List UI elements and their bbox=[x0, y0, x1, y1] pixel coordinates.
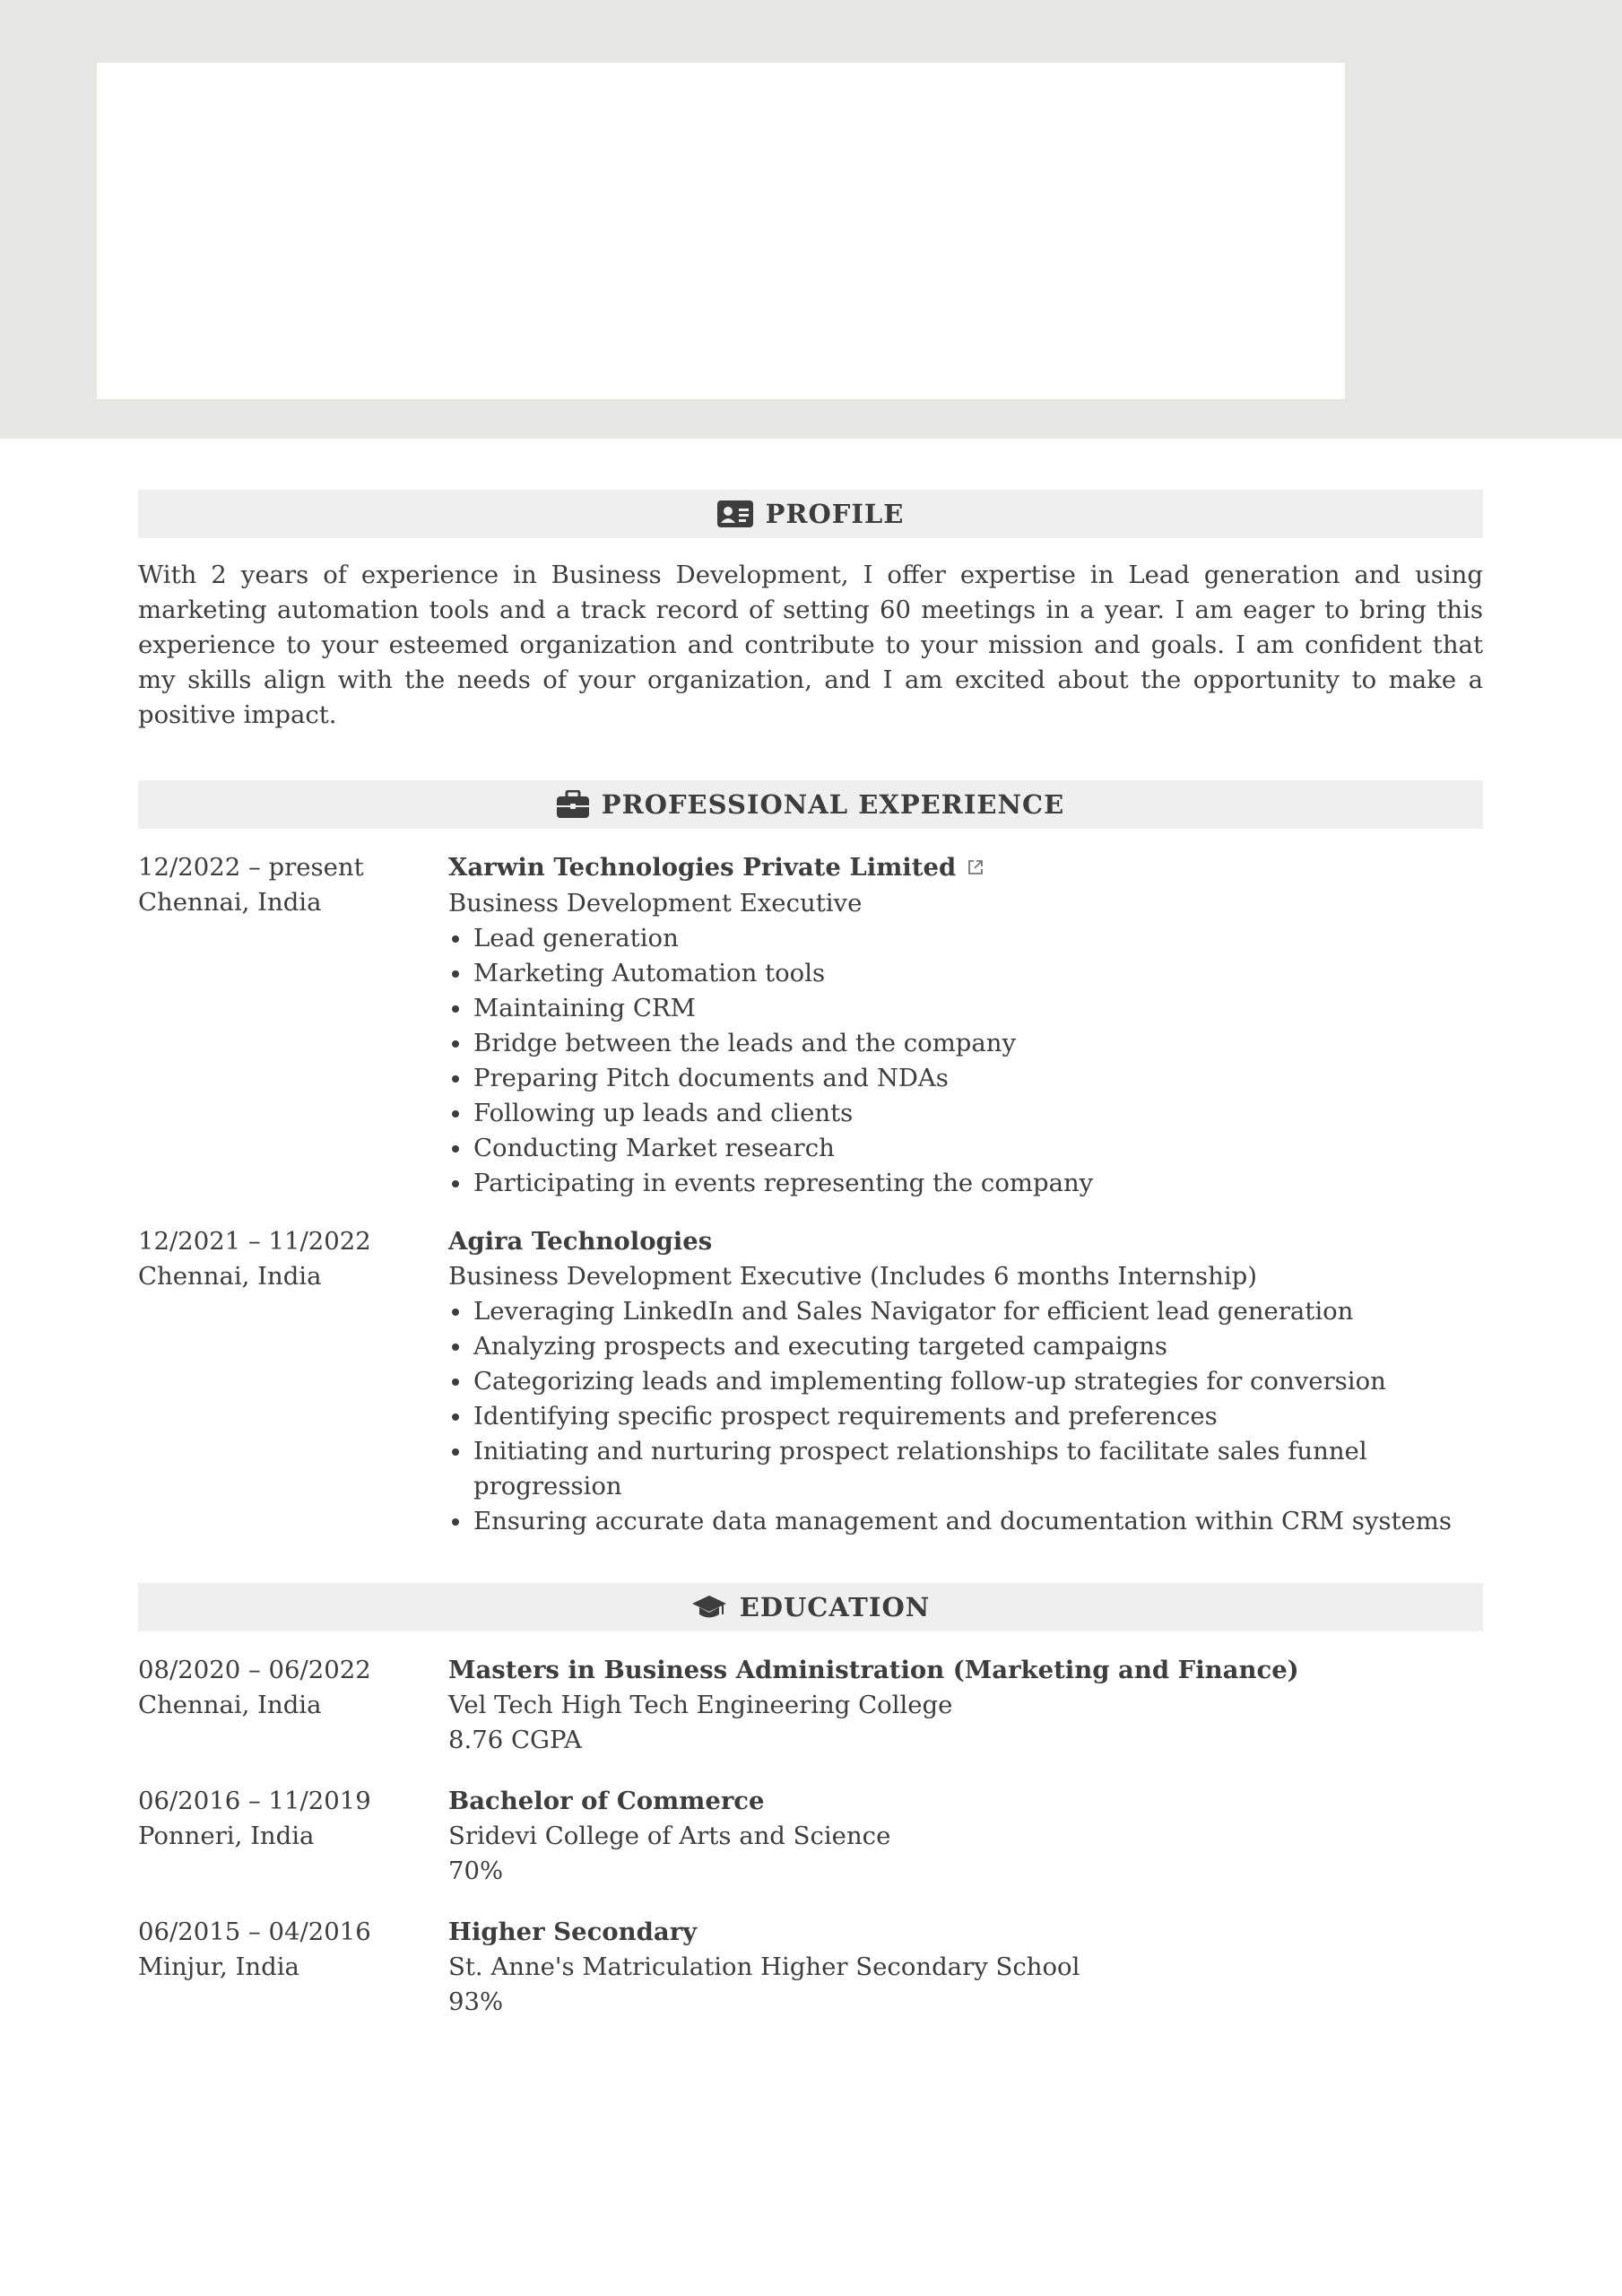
degree-title: Higher Secondary bbox=[448, 1918, 698, 1946]
list-item: Bridge between the leads and the company bbox=[448, 1026, 1483, 1061]
job-role: Business Development Executive (Includes 6 months Internship) bbox=[448, 1262, 1257, 1291]
list-item: Initiating and nurturing prospect relationships to facilitate sales funnel progression bbox=[448, 1434, 1483, 1504]
graduation-cap-icon bbox=[691, 1594, 727, 1621]
section-title: EDUCATION bbox=[739, 1592, 931, 1622]
degree-title: Masters in Business Administration (Marketing and Finance) bbox=[448, 1656, 1299, 1684]
profile-summary: With 2 years of experience in Business Development, I offer expertise in Lead generation and using marketing automation tools and a track record of setting 60 meetings in a year. I am eager to bring this experience to your esteemed organization and contribute to your mission and goals. I am confident that my skills align with the needs of your organization, and I am excited about the opportunity to make a positive impact. bbox=[138, 561, 1483, 729]
list-item: Analyzing prospects and executing targeted campaigns bbox=[448, 1329, 1483, 1364]
degree-title: Bachelor of Commerce bbox=[448, 1787, 765, 1815]
job-duties bbox=[448, 921, 1483, 1201]
list-item: Ensuring accurate data management and documentation within CRM systems bbox=[448, 1504, 1483, 1539]
list-item: Preparing Pitch documents and NDAs bbox=[448, 1061, 1483, 1096]
edu-dates: 06/2015 – 04/2016 bbox=[138, 1918, 371, 1946]
edu-location: Ponneri, India bbox=[138, 1822, 315, 1850]
section-heading-profile bbox=[138, 490, 1483, 538]
list-item: Leveraging LinkedIn and Sales Navigator for efficient lead generation bbox=[448, 1294, 1483, 1329]
list-item: Maintaining CRM bbox=[448, 991, 1483, 1026]
job-dates: 12/2022 – present bbox=[138, 853, 364, 882]
list-item: Marketing Automation tools bbox=[448, 956, 1483, 991]
grade: 70% bbox=[448, 1857, 504, 1885]
list-item: Conducting Market research bbox=[448, 1131, 1483, 1166]
school-name: Sridevi College of Arts and Science bbox=[448, 1822, 891, 1850]
list-item: Following up leads and clients bbox=[448, 1096, 1483, 1131]
list-item: Categorizing leads and implementing follow-up strategies for conversion bbox=[448, 1364, 1483, 1399]
edu-location: Minjur, India bbox=[138, 1952, 299, 1981]
list-item: Participating in events representing the company bbox=[448, 1166, 1483, 1201]
id-card-icon bbox=[717, 500, 753, 527]
external-link-icon[interactable] bbox=[967, 851, 984, 886]
job-location: Chennai, India bbox=[138, 888, 322, 917]
edu-dates: 06/2016 – 11/2019 bbox=[138, 1787, 371, 1815]
job-role: Business Development Executive bbox=[448, 889, 863, 918]
edu-location: Chennai, India bbox=[138, 1691, 322, 1719]
edu-dates: 08/2020 – 06/2022 bbox=[138, 1656, 371, 1684]
header-card bbox=[97, 63, 1345, 399]
company-name: Xarwin Technologies Private Limited bbox=[448, 853, 957, 882]
school-name: St. Anne's Matriculation Higher Secondary School bbox=[448, 1952, 1080, 1981]
company-name: Agira Technologies bbox=[448, 1227, 713, 1256]
section-heading-education bbox=[138, 1583, 1483, 1631]
grade: 93% bbox=[448, 1987, 504, 2016]
briefcase-icon bbox=[557, 790, 589, 819]
list-item: Lead generation bbox=[448, 921, 1483, 956]
list-item: Identifying specific prospect requirements and preferences bbox=[448, 1399, 1483, 1434]
section-title: PROFESSIONAL EXPERIENCE bbox=[601, 789, 1065, 820]
section-title: PROFILE bbox=[765, 499, 905, 529]
grade: 8.76 CGPA bbox=[448, 1726, 582, 1754]
school-name: Vel Tech High Tech Engineering College bbox=[448, 1691, 953, 1719]
job-dates: 12/2021 – 11/2022 bbox=[138, 1227, 371, 1256]
section-heading-experience bbox=[138, 780, 1483, 829]
job-duties bbox=[448, 1294, 1483, 1539]
job-location: Chennai, India bbox=[138, 1262, 322, 1291]
